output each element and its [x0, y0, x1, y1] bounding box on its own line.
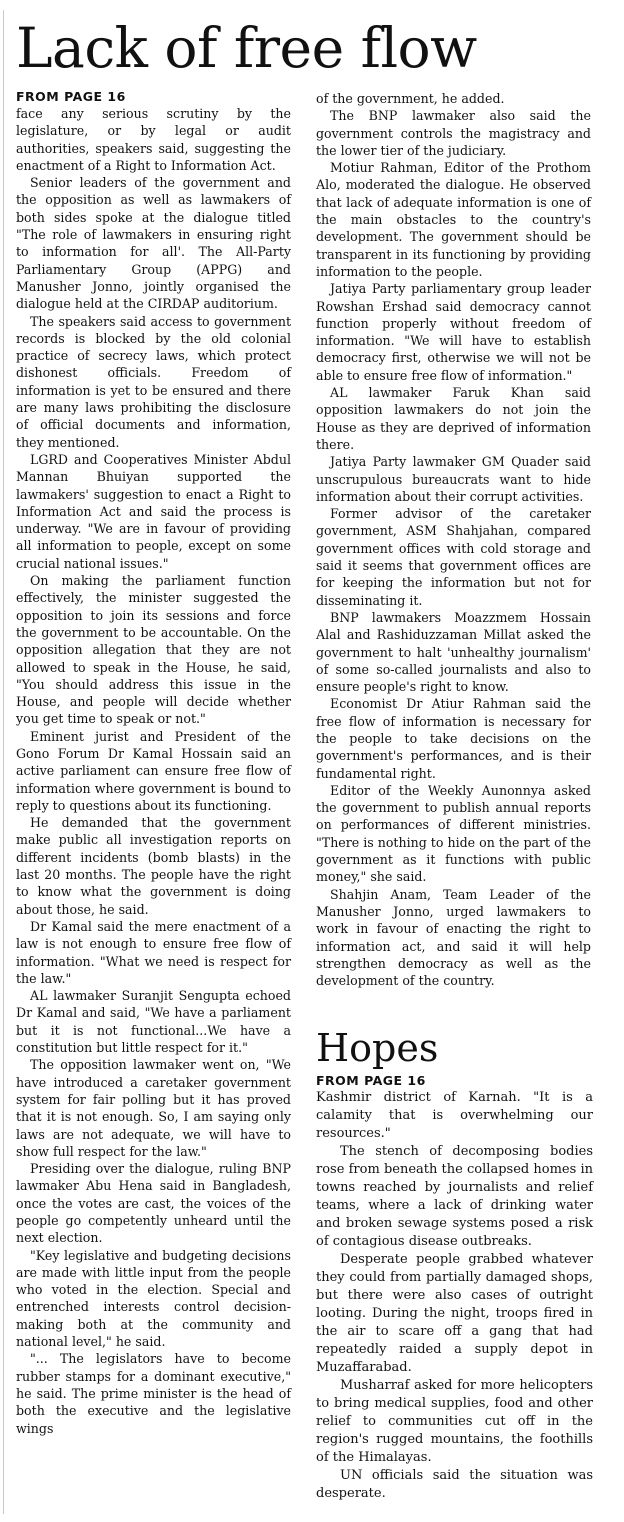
- paragraph: Editor of the Weekly Aunonnya asked the government to publish annual reports on performances of different ministries. "There is nothing to hide on the part of the government as it functions with public money," she said.: [316, 782, 591, 885]
- paragraph: Dr Kamal said the mere enactment of a law is not enough to ensure free flow of information. "What we need is respect for the law.": [16, 918, 291, 986]
- paragraph: On making the parliament function effectively, the minister suggested the opposition to join its sessions and force the government to be accountable. On the opposition allegation that they are not allowed to speak in the House, he said, "You should address this issue in the House, and people will decide whether you get time to speak or not.": [16, 573, 291, 727]
- paragraph: LGRD and Cooperatives Minister Abdul Mannan Bhuiyan supported the lawmakers' suggestion to enact a Right to Information Act and said the process is underway. "We are in favour of providing all information to people, except on some crucial national issues.": [16, 451, 291, 571]
- paragraph: Desperate people grabbed whatever they could from partially damaged shops, but there were also cases of outright looting. During the night, troops fired in the air to scare off a gang that had repeatedly raided a supply depot in Muzaffarabad.: [316, 1252, 593, 1375]
- paragraph: UN officials said the situation was desperate.: [316, 1468, 593, 1501]
- paragraph: Jatiya Party parliamentary group leader Rowshan Ershad said democracy cannot function properly without freedom of information. "We will have to establish democracy first, otherwise we will not be able to ensure free flow of information.": [316, 281, 591, 383]
- paragraph: The stench of decomposing bodies rose from beneath the collapsed homes in towns reached by journalists and relief teams, where a lack of drinking water and broken sewage systems posed a risk of contagious disease outbreaks.: [316, 1144, 593, 1249]
- paragraph: He demanded that the government make public all investigation reports on different incidents (bomb blasts) in the last 20 months. The people have the right to know what the government is doing about those, he said.: [16, 815, 291, 917]
- paragraph: AL lawmaker Faruk Khan said opposition lawmakers do not join the House as they are deprived of information there.: [316, 385, 591, 452]
- paragraph: Kashmir district of Karnah. "It is a calamity that is overwhelming our resources.": [316, 1090, 593, 1141]
- paragraph: of the government, he added.: [316, 91, 505, 106]
- paragraph: Motiur Rahman, Editor of the Prothom Alo, moderated the dialogue. He observed that lack of adequate information is one of the main obstacles to the country's development. The government should be transparent in its functioning by providing information to the people.: [316, 160, 591, 279]
- paragraph: AL lawmaker Suranjit Sengupta echoed Dr Kamal and said, "We have a parliament but it is not functional...We have a constitution but little respect for it.": [16, 988, 291, 1056]
- paragraph: Senior leaders of the government and the opposition as well as lawmakers of both sides spoke at the dialogue titled "The role of lawmakers in ensuring right to information for all'. The All-Party Parliamentary Group (APPG) and Manusher Jonno, jointly organised the dialogue held at the CIRDAP auditorium.: [16, 175, 291, 312]
- article2-column: [316, 1073, 593, 1503]
- paragraph: Former advisor of the caretaker government, ASM Shahjahan, compared government offices with cold storage and said it seems that government offices are for keeping the information but not for disseminating it.: [316, 506, 591, 608]
- paragraph: Eminent jurist and President of the Gono Forum Dr Kamal Hossain said an active parliament can ensure free flow of information where government is bound to reply to questions about its functioning.: [16, 728, 291, 813]
- column-rule: [3, 10, 4, 1514]
- paragraph: Economist Dr Atiur Rahman said the free flow of information is necessary for the people to take decisions on the government's performances, and is their fundamental right.: [316, 696, 591, 781]
- headline-hopes: Hopes: [316, 1026, 439, 1070]
- jump-line: FROM PAGE 16: [316, 1073, 426, 1088]
- paragraph: BNP lawmakers Moazzmem Hossain Alal and Rashiduzzaman Millat asked the government to halt 'unhealthy journalism' of some so-called journalists and also to ensure people's right to know.: [316, 609, 591, 695]
- article1-column-2: [316, 90, 591, 989]
- paragraph: The speakers said access to government records is blocked by the old colonial practice of secrecy laws, which protect dishonest officials. Freedom of information is yet to be ensured and there are many laws prohibiting the disclosure of official documents and information, they mentioned.: [16, 313, 291, 450]
- paragraph: The BNP lawmaker also said the government controls the magistracy and the lower tier of the judiciary.: [316, 108, 591, 158]
- jump-line: FROM PAGE 16: [16, 89, 126, 104]
- paragraph: Musharraf asked for more helicopters to bring medical supplies, food and other relief to communities cut off in the region's rugged mountains, the foothills of the Himalayas.: [316, 1378, 593, 1465]
- paragraph: face any serious scrutiny by the legislature, or by legal or audit authorities, speakers said, suggesting the enactment of a Right to Information Act.: [16, 106, 291, 173]
- article1-column-1: [16, 89, 291, 1437]
- paragraph: Jatiya Party lawmaker GM Quader said unscrupulous bureaucrats want to hide information about their corrupt activities.: [316, 454, 591, 504]
- paragraph: "... The legislators have to become rubber stamps for a dominant executive," he said. The prime minister is the head of both the executive and the legislative wings: [16, 1351, 291, 1436]
- paragraph: Presiding over the dialogue, ruling BNP lawmaker Abu Hena said in Bangladesh, once the votes are cast, the voices of the people go competently unheard until the next election.: [16, 1161, 291, 1246]
- headline-lack-of-free-flow: Lack of free flow: [16, 16, 477, 80]
- paragraph: The opposition lawmaker went on, "We have introduced a caretaker government system for fair polling but it has proved that it is not enough. So, I am saying only laws are not adequate, we will have to show full respect for the law.": [16, 1057, 291, 1159]
- paragraph: "Key legislative and budgeting decisions are made with little input from the people who voted in the election. Special and entrenched interests control decision-making both at the community and national level," he said.: [16, 1247, 291, 1350]
- paragraph: Shahjin Anam, Team Leader of the Manusher Jonno, urged lawmakers to work in favour of enacting the right to information act, and said it will help strengthen democracy as well as the development of the country.: [316, 886, 591, 989]
